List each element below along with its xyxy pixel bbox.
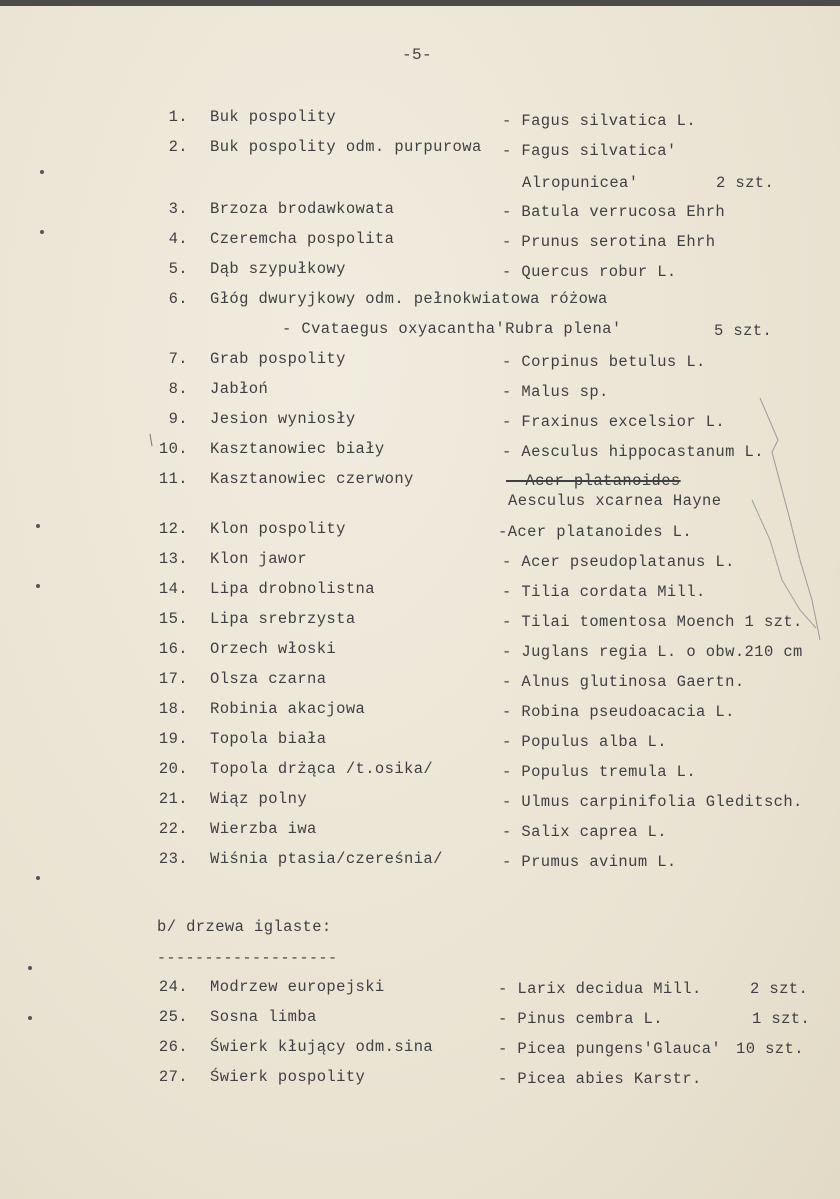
- latin-name: - Ulmus carpinifolia Gleditsch.: [502, 793, 803, 811]
- row-number: 24.: [158, 978, 188, 996]
- latin-name: - Fagus silvatica': [502, 142, 677, 160]
- row-number: 7.: [168, 350, 188, 368]
- punch-dot: [36, 876, 40, 880]
- row-number: 9.: [168, 410, 188, 428]
- polish-name: Dąb szypułkowy: [210, 260, 346, 278]
- latin-name: - Alnus glutinosa Gaertn.: [502, 673, 745, 691]
- latin-name-continued: Alropunicea': [522, 174, 639, 192]
- polish-name: Kasztanowiec czerwony: [210, 470, 414, 488]
- polish-name: Kasztanowiec biały: [210, 440, 385, 458]
- polish-name: Brzoza brodawkowata: [210, 200, 395, 218]
- row-number: 1.: [168, 108, 188, 126]
- page-number: -5-: [402, 46, 433, 64]
- quantity: 1 szt.: [752, 1010, 811, 1028]
- section-heading-underline: -------------------: [157, 950, 338, 967]
- latin-name-continued: - Cvataegus oxyacantha'Rubra plena': [282, 320, 622, 338]
- polish-name: Jabłoń: [210, 380, 269, 398]
- polish-name: Buk pospolity odm. purpurowa: [210, 138, 482, 156]
- latin-name: - Populus tremula L.: [502, 763, 697, 781]
- polish-name: Wierzba iwa: [210, 820, 317, 838]
- polish-name: Jesion wyniosły: [210, 410, 356, 428]
- polish-name: Robinia akacjowa: [210, 700, 366, 718]
- row-number: 26.: [158, 1038, 188, 1056]
- polish-name: Świerk kłujący odm.sina: [210, 1038, 434, 1056]
- latin-name: - Picea abies Karstr.: [498, 1070, 702, 1088]
- polish-name: Sosna limba: [210, 1008, 317, 1026]
- row-number: 11.: [158, 470, 188, 488]
- quantity: 10 szt.: [736, 1040, 804, 1058]
- row-number: 15.: [158, 610, 188, 628]
- row-number: 8.: [168, 380, 188, 398]
- polish-name: Modrzew europejski: [210, 978, 385, 996]
- polish-name: Buk pospolity: [210, 108, 337, 126]
- row-number: 18.: [158, 700, 188, 718]
- latin-name: - Salix caprea L.: [502, 823, 667, 841]
- polish-name: Topola biała: [210, 730, 327, 748]
- row-number: 22.: [158, 820, 188, 838]
- latin-name: - Aesculus hippocastanum L.: [502, 443, 764, 461]
- polish-name: Świerk pospolity: [210, 1068, 366, 1086]
- latin-name: - Robina pseudoacacia L.: [502, 703, 735, 721]
- punch-dot: [36, 524, 40, 528]
- struck-latin-name: - Acer platanoides: [506, 472, 681, 490]
- row-number: 16.: [158, 640, 188, 658]
- latin-name: - Fagus silvatica L.: [502, 112, 697, 130]
- row-number: 4.: [168, 230, 188, 248]
- row-number: 13.: [158, 550, 188, 568]
- latin-name: - Pinus cembra L.: [498, 1010, 663, 1028]
- row-number: 27.: [158, 1068, 188, 1086]
- row-number: 19.: [158, 730, 188, 748]
- latin-name: - Populus alba L.: [502, 733, 667, 751]
- polish-name: Wiśnia ptasia/czereśnia/: [210, 850, 443, 868]
- latin-name: - Juglans regia L. o obw.210 cm: [502, 643, 803, 661]
- polish-name: Olsza czarna: [210, 670, 327, 688]
- row-number: 23.: [158, 850, 188, 868]
- latin-name: - Picea pungens'Glauca': [498, 1040, 722, 1058]
- punch-dot: [40, 170, 44, 174]
- row-number: 12.: [158, 520, 188, 538]
- row-number: 6.: [168, 290, 188, 308]
- polish-name: Grab pospolity: [210, 350, 346, 368]
- latin-name: - Prumus avinum L.: [502, 853, 677, 871]
- latin-name: - Larix decidua Mill.: [498, 980, 702, 998]
- latin-name: - Fraxinus excelsior L.: [502, 413, 726, 431]
- latin-name: - Acer pseudoplatanus L.: [502, 553, 735, 571]
- latin-name: - Tilia cordata Mill.: [502, 583, 706, 601]
- latin-name: - Batula verrucosa Ehrh: [502, 203, 726, 221]
- row-number: 17.: [158, 670, 188, 688]
- polish-name: Klon pospolity: [210, 520, 346, 538]
- row-number: 14.: [158, 580, 188, 598]
- row-number: 5.: [168, 260, 188, 278]
- punch-dot: [28, 1016, 32, 1020]
- punch-dot: [36, 584, 40, 588]
- latin-name: - Malus sp.: [502, 383, 609, 401]
- polish-name: Orzech włoski: [210, 640, 337, 658]
- punch-dot: [40, 230, 44, 234]
- row-number: 25.: [158, 1008, 188, 1026]
- latin-name: - Tilai tomentosa Moench 1 szt.: [502, 613, 803, 631]
- punch-dot: [28, 966, 32, 970]
- row-number: 3.: [168, 200, 188, 218]
- polish-name: Topola drżąca /t.osika/: [210, 760, 434, 778]
- row-number: 10.: [158, 440, 188, 458]
- polish-name: Czeremcha pospolita: [210, 230, 395, 248]
- section-heading: b/ drzewa iglaste:: [157, 918, 332, 936]
- quantity: 2 szt.: [750, 980, 809, 998]
- latin-name: -Acer platanoides L.: [498, 523, 693, 541]
- row-number: 20.: [158, 760, 188, 778]
- quantity: 5 szt.: [714, 322, 773, 340]
- row-number: 21.: [158, 790, 188, 808]
- latin-name-correction: Aesculus xcarnea Hayne: [508, 492, 722, 510]
- polish-name: Lipa srebrzysta: [210, 610, 356, 628]
- row-number: 2.: [168, 138, 188, 156]
- latin-name: - Corpinus betulus L.: [502, 353, 706, 371]
- quantity: 2 szt.: [716, 174, 775, 192]
- polish-name: Lipa drobnolistna: [210, 580, 375, 598]
- latin-name: - Prunus serotina Ehrh: [502, 233, 716, 251]
- latin-name: - Quercus robur L.: [502, 263, 677, 281]
- polish-name: Głóg dwuryjkowy odm. pełnokwiatowa różowa: [210, 290, 608, 308]
- polish-name: Wiąz polny: [210, 790, 308, 808]
- polish-name: Klon jawor: [210, 550, 308, 568]
